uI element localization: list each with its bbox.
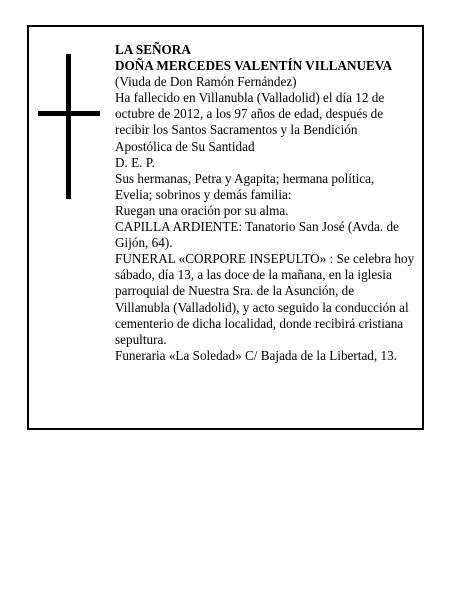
cross-vertical-bar (66, 54, 71, 199)
deceased-name: DOÑA MERCEDES VALENTÍN VILLANUEVA (115, 58, 393, 74)
funeral-line-3: parroquial de Nuestra Sra. de la Asunción, de (115, 283, 355, 299)
obituary-text (115, 42, 425, 364)
prayer-line: Ruegan una oración por su alma. (115, 202, 289, 218)
chapel-line-1: CAPILLA ARDIENTE: Tanatorio San José (Avda. de (115, 219, 399, 235)
death-info-line-3: recibir los Santos Sacramentos y la Bendición (115, 122, 358, 138)
chapel-line-2: Gijón, 64). (115, 235, 173, 251)
death-info-line-2: octubre de 2012, a los 97 años de edad, después de (115, 106, 384, 122)
funeral-line-4: Villanubla (Valladolid), y acto seguido la conducción al (115, 299, 409, 315)
cross-icon (38, 54, 100, 199)
funeral-line-2: sábado, día 13, a las doce de la mañana, en la iglesia (115, 267, 392, 283)
widow-line: (Viuda de Don Ramón Fernández) (115, 74, 297, 90)
funeral-home-line: Funeraria «La Soledad» C/ Bajada de la Libertad, 13. (115, 347, 397, 363)
funeral-line-6: sepultura. (115, 331, 167, 347)
death-info-line-4: Apostólica de Su Santidad (115, 138, 255, 154)
death-info-line-1: Ha fallecido en Villanubla (Valladolid) el día 12 de (115, 90, 385, 106)
funeral-line-1: FUNERAL «CORPORE INSEPULTO» : Se celebra hoy (115, 251, 415, 267)
family-line-1: Sus hermanas, Petra y Agapita; hermana política, (115, 170, 375, 186)
notice-heading: LA SEÑORA (115, 42, 191, 57)
funeral-line-5: cementerio de dicha localidad, donde recibirá cristiana (115, 315, 404, 331)
cross-horizontal-bar (38, 111, 100, 116)
obituary-notice (27, 25, 424, 430)
family-line-2: Evelia; sobrinos y demás familia: (115, 186, 292, 202)
rip-line: D. E. P. (115, 154, 155, 170)
